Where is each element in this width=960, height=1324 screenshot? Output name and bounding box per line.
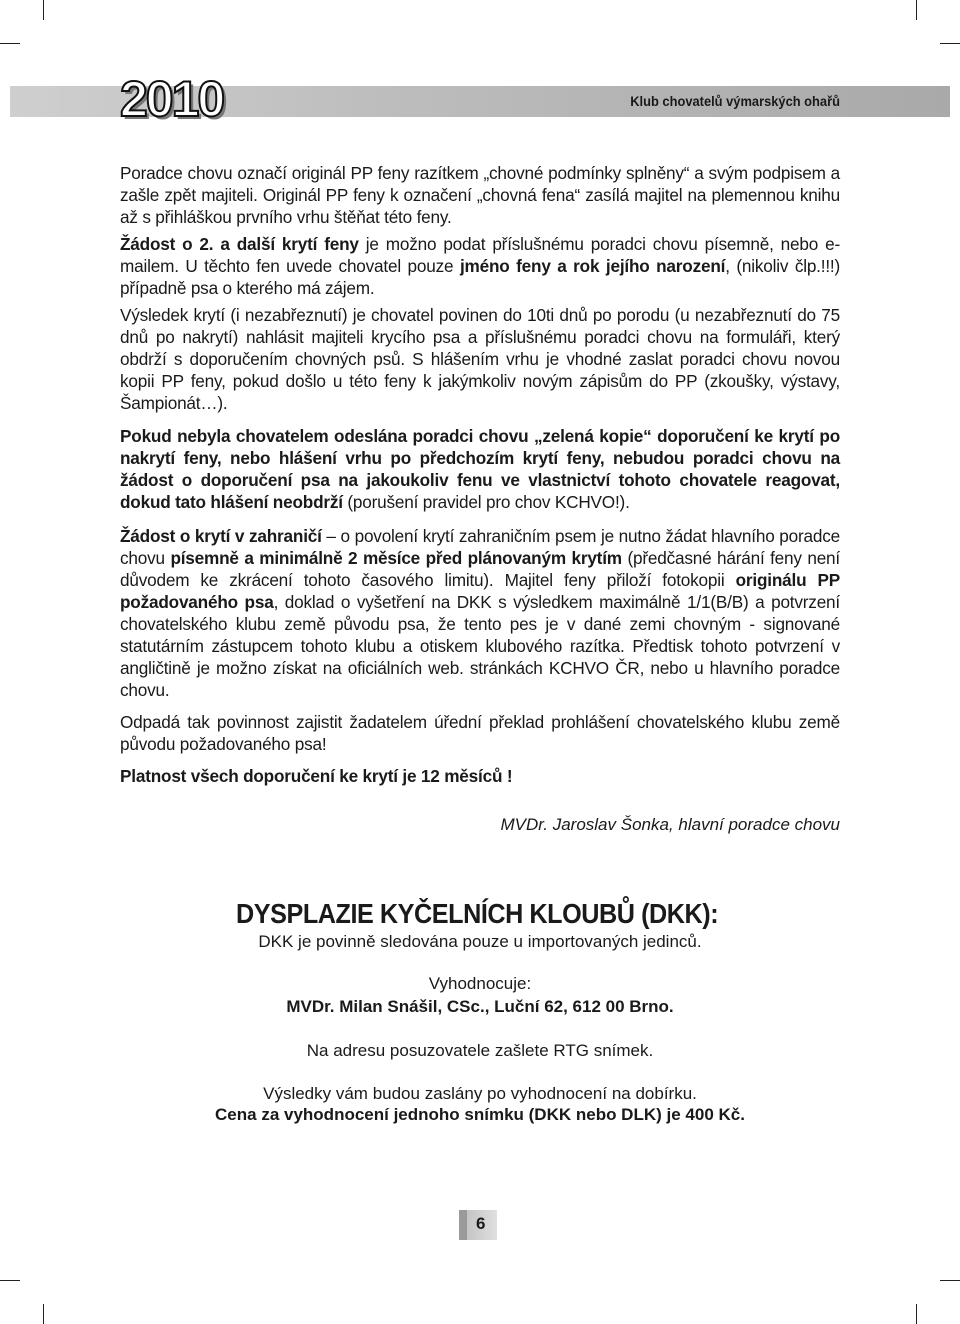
dkk-price: Cena za vyhodnocení jednoho snímku (DKK nebo DLK) je 400 Kč. <box>215 1105 745 1124</box>
dkk-title: DYSPLAZIE KYČELNÍCH KLOUBŮ (DKK): <box>236 898 719 929</box>
crop-mark <box>916 0 917 20</box>
year-heading: 2010 <box>120 71 224 127</box>
club-name: Klub chovatelů výmarských ohařů <box>630 93 840 109</box>
crop-mark <box>43 0 44 20</box>
paragraph-5 <box>120 525 840 701</box>
paragraph-1: Poradce chovu označí originál PP feny razítkem „chovné podmínky splněny“ a svým podpisem a zašle zpět majiteli. Originál PP feny k označení „chovná fena“ zasílá majitel na plemennou knihu až s přihláškou prvního vrhu štěňat této feny. <box>120 163 840 227</box>
paragraph-4 <box>120 425 840 513</box>
crop-mark <box>0 43 20 44</box>
crop-mark <box>940 1280 960 1281</box>
text: , doklad o vyšetření na DKK s výsledkem maximálně 1/1(B/B) a potvrzení chovatelského klubu země původu psa, že tento pes je v dané zemi chovným - signované statutárním zástupcem tohoto klubu a otiskem klubového razítka. Předtisk tohoto potvrzení v angličtině je možno získat na oficiálních web. stránkách KCHVO ČR, nebo u hlavního poradce chovu. <box>120 592 840 700</box>
article-body <box>120 162 840 787</box>
dkk-note-results: Výsledky vám budou zaslány po vyhodnocení na dobírku. <box>263 1084 697 1103</box>
crop-mark <box>43 1304 44 1324</box>
crop-mark <box>0 1280 20 1281</box>
bold-text: jméno feny a rok jejího narození <box>459 256 726 276</box>
bold-text: Platnost všech doporučení ke krytí je 12 měsíců ! <box>120 766 513 786</box>
bold-text: Pokud nebyla chovatelem odeslána poradci chovu „zelená kopie“ doporučení ke krytí po nakrytí feny, nebo hlášení vrhu po předchozím krytí feny, nebudou poradci chovu na žádost o doporučení psa na jakoukoliv fenu ve vlastnictví tohoto chovatele reagovat, dokud tato hlášení neobdrží <box>120 426 840 512</box>
bold-text: originálu PP požadovaného psa <box>120 570 840 612</box>
bold-text: Žádost o 2. a další krytí feny <box>120 234 359 254</box>
text: (předčasné hárání feny není důvodem ke zkrácení tohoto časového limitu). Majitel feny přiloží fotokopii <box>120 548 840 590</box>
bold-text: Žádost o krytí v zahraničí <box>120 526 322 546</box>
dkk-evaluator: MVDr. Milan Snášil, CSc., Luční 62, 612 00 Brno. <box>286 997 674 1016</box>
text: je možno podat příslušnému poradci chovu písemně, nebo e-mailem. U těchto fen uvede chovatel pouze <box>120 234 840 276</box>
text: (porušení pravidel pro chov KCHVO!). <box>342 492 630 512</box>
text: , (nikoliv člp.!!!) případně psa o kterého má zájem. <box>120 256 841 298</box>
dkk-evaluator-label: Vyhodnocuje: <box>428 974 532 993</box>
page-number: 6 <box>476 1214 486 1233</box>
bold-text: písemně a minimálně 2 měsíce před plánovaným krytím <box>170 548 622 568</box>
paragraph-6: Odpadá tak povinnost zajistit žadatelem úřední překlad prohlášení chovatelského klubu země původu požadovaného psa! <box>120 712 840 754</box>
dkk-subtitle: DKK je povinně sledována pouze u importovaných jedinců. <box>258 932 702 951</box>
paragraph-7 <box>120 765 840 787</box>
dkk-note-rtg: Na adresu posuzovatele zašlete RTG snímek. <box>306 1041 654 1060</box>
signature: MVDr. Jaroslav Šonka, hlavní poradce chovu <box>500 815 840 834</box>
crop-mark <box>940 43 960 44</box>
paragraph-3: Výsledek krytí (i nezabřeznutí) je chovatel povinen do 10ti dnů po porodu (u nezabřeznutí do 75 dnů po nakrytí) nahlásit majiteli krycího psa a příslušnému poradci chovu na formuláři, který obdrží s doporučením chovných psů. S hlášením vrhu je vhodné zaslat poradci chovu novou kopii PP feny, pokud došlo u této feny k jakýmkoliv novým zápisům do PP (zkoušky, výstavy, Šampionát…). <box>120 305 840 413</box>
paragraph-2 <box>120 233 840 299</box>
crop-mark <box>916 1304 917 1324</box>
text: – o povolení krytí zahraničním psem je nutno žádat hlavního poradce chovu <box>120 526 840 568</box>
